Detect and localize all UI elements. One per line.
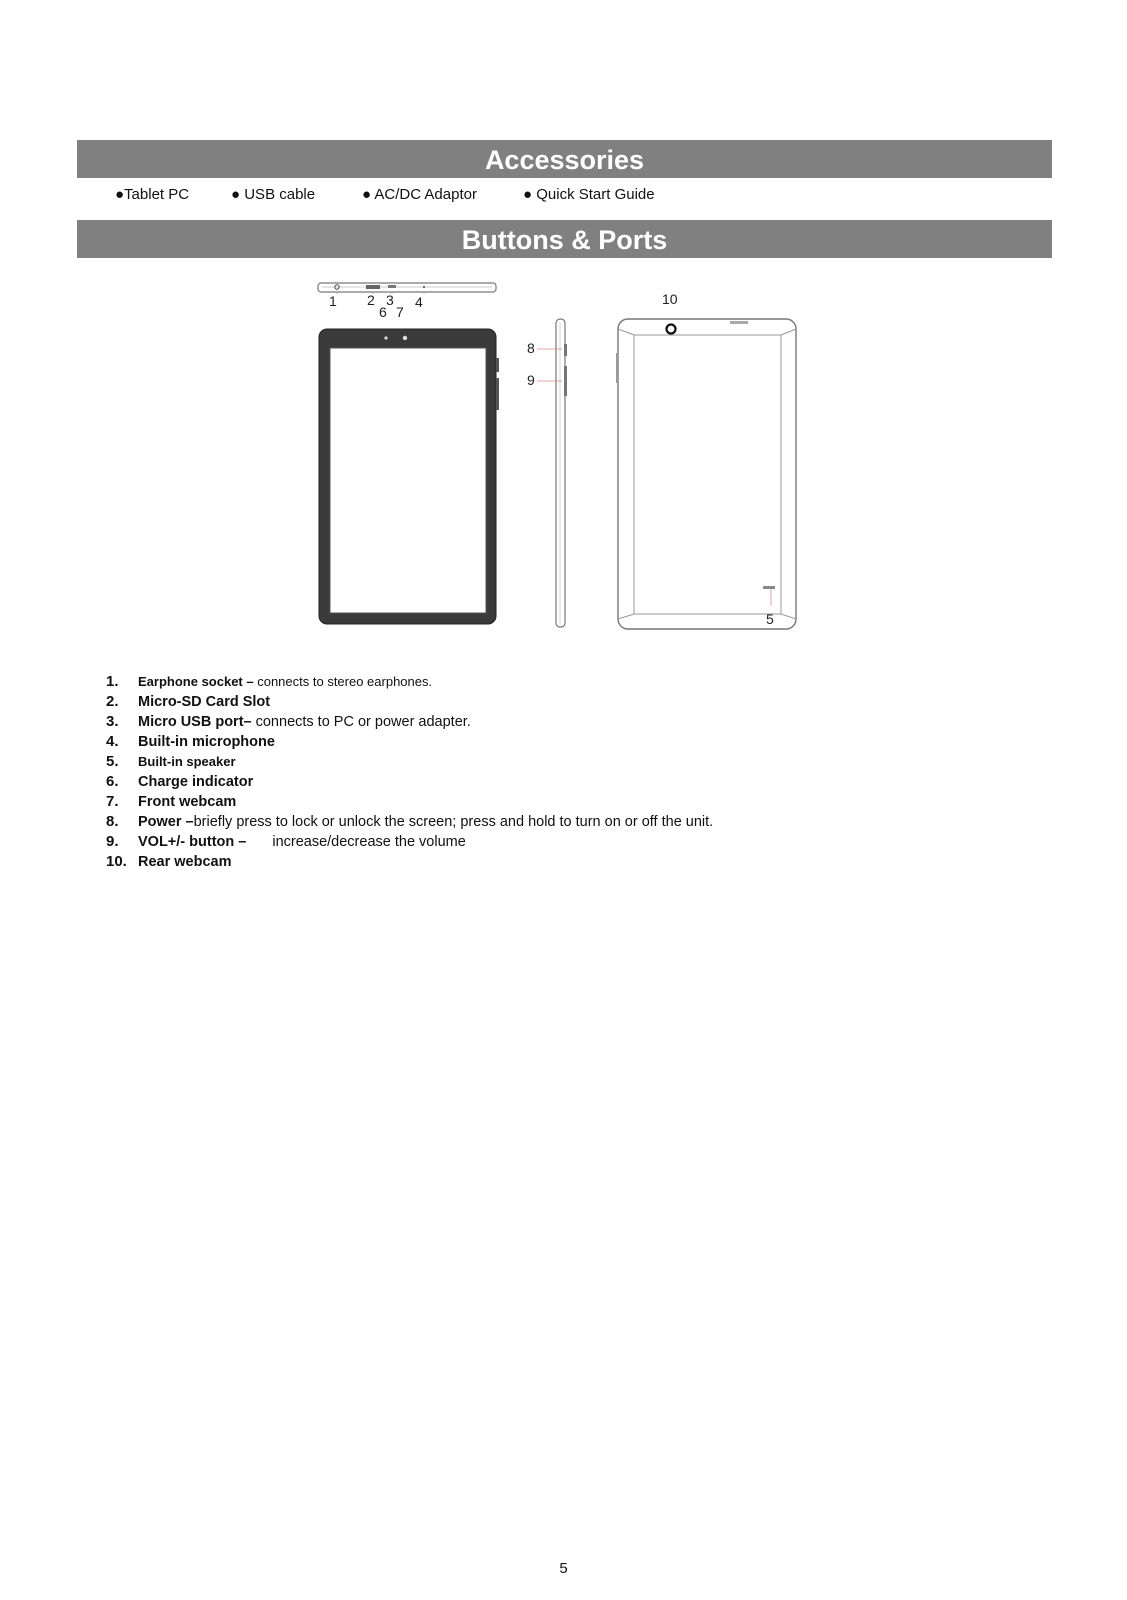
item-title: Charge indicator bbox=[138, 774, 254, 790]
list-item bbox=[106, 752, 806, 772]
accessory-item: ● Quick Start Guide bbox=[523, 186, 655, 203]
item-number: 3. bbox=[106, 713, 119, 730]
callout-1: 1 bbox=[329, 293, 337, 309]
item-desc: briefly press to lock or unlock the screen; press and hold to turn on or off the unit. bbox=[193, 814, 714, 830]
item-number: 5. bbox=[106, 753, 119, 770]
item-number: 8. bbox=[106, 813, 119, 830]
item-title: Built-in speaker bbox=[138, 754, 236, 769]
list-item bbox=[106, 712, 806, 732]
accessories-list bbox=[0, 186, 1127, 208]
item-number: 1. bbox=[106, 673, 119, 690]
list-item bbox=[106, 792, 806, 812]
list-item bbox=[106, 772, 806, 792]
buttons-ports-list bbox=[106, 672, 806, 872]
item-number: 4. bbox=[106, 733, 119, 750]
item-desc: connects to PC or power adapter. bbox=[251, 714, 471, 730]
accessory-item: ● USB cable bbox=[231, 186, 316, 203]
list-item bbox=[106, 692, 806, 712]
tablet-front-view bbox=[319, 329, 499, 624]
callout-9: 9 bbox=[527, 372, 535, 388]
list-item bbox=[106, 732, 806, 752]
item-title: Built-in microphone bbox=[138, 734, 275, 750]
item-title: Micro USB port– bbox=[138, 714, 252, 730]
item-number: 6. bbox=[106, 773, 119, 790]
accessory-item: ●Tablet PC bbox=[115, 186, 190, 203]
tablet-top-edge-view bbox=[318, 283, 496, 294]
item-desc: increase/decrease the volume bbox=[272, 834, 466, 850]
callout-6: 6 bbox=[379, 304, 387, 320]
item-desc: connects to stereo earphones. bbox=[253, 674, 433, 689]
callout-2: 2 bbox=[367, 292, 375, 308]
list-item bbox=[106, 672, 806, 692]
callout-5: 5 bbox=[766, 611, 774, 627]
callout-8: 8 bbox=[527, 340, 535, 356]
item-number: 10. bbox=[106, 853, 127, 870]
callout-7: 7 bbox=[396, 304, 404, 320]
item-title: Micro-SD Card Slot bbox=[138, 694, 271, 710]
item-title: Earphone socket – bbox=[138, 674, 254, 689]
item-title: Front webcam bbox=[138, 794, 237, 810]
accessory-item: ● AC/DC Adaptor bbox=[362, 186, 477, 203]
callout-10: 10 bbox=[662, 291, 678, 307]
list-item bbox=[106, 852, 806, 872]
tablet-rear-view bbox=[616, 319, 796, 629]
list-item bbox=[106, 832, 806, 852]
page-number: 5 bbox=[559, 1560, 568, 1577]
buttons-ports-heading: Buttons & Ports bbox=[77, 220, 1052, 258]
item-number: 9. bbox=[106, 833, 119, 850]
item-title: Rear webcam bbox=[138, 854, 232, 870]
callout-4: 4 bbox=[415, 294, 423, 310]
item-number: 7. bbox=[106, 793, 119, 810]
item-title: VOL+/- button – bbox=[138, 834, 247, 850]
item-number: 2. bbox=[106, 693, 119, 710]
list-item bbox=[106, 812, 806, 832]
tablet-side-view bbox=[537, 319, 567, 627]
item-title: Power – bbox=[138, 814, 194, 830]
callout-3: 3 bbox=[386, 292, 394, 308]
accessories-heading: Accessories bbox=[77, 140, 1052, 178]
tablet-diagram bbox=[300, 278, 820, 654]
